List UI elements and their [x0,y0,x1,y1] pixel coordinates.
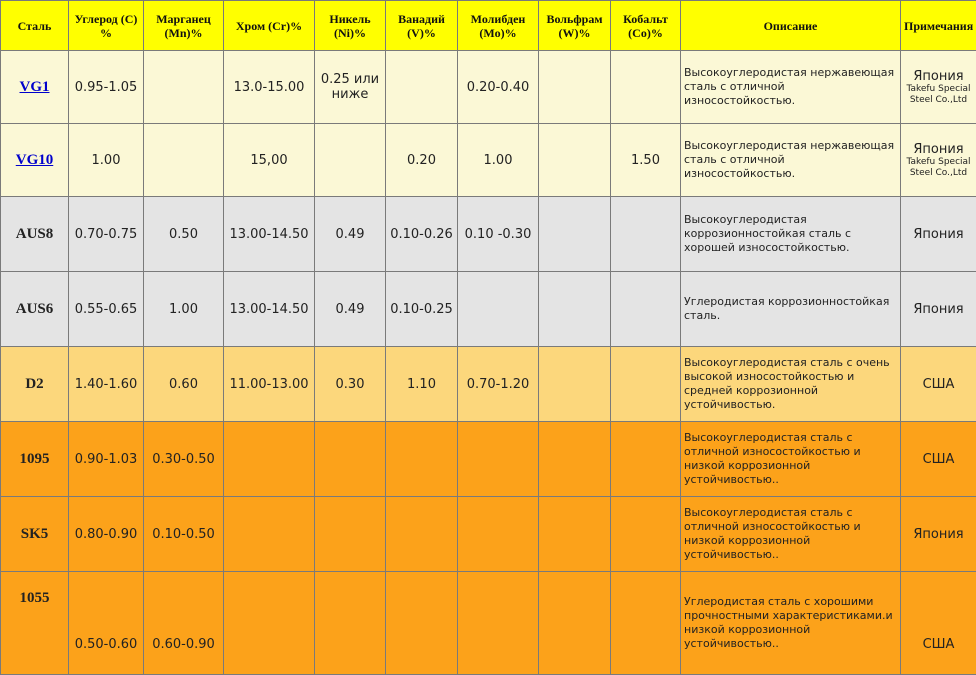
chromium-cell: 15,00 [224,124,315,197]
molybdenum-cell [458,422,539,497]
note-cell: США [901,347,976,422]
note-cell: Япония [901,272,976,347]
tungsten-cell [539,272,611,347]
chromium-cell [224,497,315,572]
vanadium-cell: 0.10-0.26 [386,197,458,272]
manganese-cell: 0.60-0.90 [144,572,224,675]
cobalt-cell [611,347,681,422]
note-country: Япония [913,142,963,157]
chromium-cell: 13.0-15.00 [224,51,315,124]
description-cell: Высокоуглеродистая нержавеющая сталь с отличной износостойкостью. [681,124,901,197]
description-cell: Высокоуглеродистая сталь с отличной износостойкостью и низкой коррозионной устойчивостью.. [681,422,901,497]
nickel-cell: 0.25 или ниже [315,51,386,124]
table-row-vg1 [1,51,976,124]
manganese-cell: 0.30-0.50 [144,422,224,497]
description-cell: Углеродистая коррозионностойкая сталь. [681,272,901,347]
header-cobalt: Кобальт (Co)% [611,1,681,51]
cobalt-cell [611,272,681,347]
nickel-cell [315,572,386,675]
steel-cell: SK5 [1,497,69,572]
note-cell: США [901,572,976,675]
nickel-cell [315,422,386,497]
steel-cell: AUS6 [1,272,69,347]
carbon-cell: 0.55-0.65 [69,272,144,347]
note-manufacturer: Takefu Special Steel Co.,Ltd [904,157,973,179]
table-row-aus8 [1,197,976,272]
manganese-cell: 0.10-0.50 [144,497,224,572]
chromium-cell [224,422,315,497]
description-cell: Углеродистая сталь с хорошими прочностными характеристиками.и низкой коррозионной устойчивостью.. [681,572,901,675]
nickel-cell: 0.30 [315,347,386,422]
manganese-cell: 1.00 [144,272,224,347]
table-row-1055 [1,572,976,675]
molybdenum-cell [458,572,539,675]
tungsten-cell [539,422,611,497]
note-country: Япония [913,69,963,84]
steel-cell: 1095 [1,422,69,497]
steel-cell: AUS8 [1,197,69,272]
header-notes: Примечания [901,1,976,51]
carbon-cell: 0.90-1.03 [69,422,144,497]
tungsten-cell [539,51,611,124]
header-row [1,1,976,51]
tungsten-cell [539,197,611,272]
description-cell: Высокоуглеродистая сталь с очень высокой износостойкостью и средней коррозионной устойчивостью. [681,347,901,422]
molybdenum-cell: 0.70-1.20 [458,347,539,422]
note-cell: Япония [901,497,976,572]
chromium-cell [224,572,315,675]
header-tungsten: Вольфрам (W)% [539,1,611,51]
tungsten-cell [539,572,611,675]
nickel-cell [315,497,386,572]
carbon-cell: 0.95-1.05 [69,51,144,124]
molybdenum-cell [458,497,539,572]
steel-link-vg1[interactable]: VG1 [20,79,50,95]
vanadium-cell: 0.20 [386,124,458,197]
vanadium-cell [386,572,458,675]
description-cell: Высокоуглеродистая нержавеющая сталь с отличной износостойкостью. [681,51,901,124]
cobalt-cell [611,197,681,272]
nickel-cell [315,124,386,197]
header-chromium: Хром (Cr)% [224,1,315,51]
manganese-cell [144,124,224,197]
molybdenum-cell: 0.20-0.40 [458,51,539,124]
table-row-aus6 [1,272,976,347]
nickel-cell: 0.49 [315,272,386,347]
nickel-cell: 0.49 [315,197,386,272]
cobalt-cell [611,422,681,497]
manganese-cell [144,51,224,124]
tungsten-cell [539,124,611,197]
header-manganese: Марганец (Mn)% [144,1,224,51]
vanadium-cell [386,422,458,497]
vanadium-cell: 1.10 [386,347,458,422]
carbon-cell: 1.40-1.60 [69,347,144,422]
table-row-sk5 [1,497,976,572]
header-molybdenum: Молибден (Mo)% [458,1,539,51]
header-description: Описание [681,1,901,51]
steel-cell [1,124,69,197]
molybdenum-cell: 0.10 -0.30 [458,197,539,272]
carbon-cell: 0.80-0.90 [69,497,144,572]
chromium-cell: 11.00-13.00 [224,347,315,422]
note-cell: Япония [901,197,976,272]
molybdenum-cell [458,272,539,347]
note-cell [901,124,976,197]
manganese-cell: 0.60 [144,347,224,422]
table-row-1095 [1,422,976,497]
header-nickel: Никель (Ni)% [315,1,386,51]
chromium-cell: 13.00-14.50 [224,197,315,272]
description-cell: Высокоуглеродистая коррозионностойкая сталь с хорошей износостойкостью. [681,197,901,272]
table-row-d2 [1,347,976,422]
header-vanadium: Ванадий (V)% [386,1,458,51]
cobalt-cell [611,51,681,124]
note-manufacturer: Takefu Special Steel Co.,Ltd [904,84,973,106]
note-cell: США [901,422,976,497]
tungsten-cell [539,497,611,572]
cobalt-cell [611,572,681,675]
steel-link-vg10[interactable]: VG10 [16,152,54,168]
steel-cell: 1055 [1,572,69,675]
vanadium-cell: 0.10-0.25 [386,272,458,347]
header-steel: Сталь [1,1,69,51]
carbon-cell: 0.50-0.60 [69,572,144,675]
note-cell [901,51,976,124]
molybdenum-cell: 1.00 [458,124,539,197]
steel-cell: D2 [1,347,69,422]
description-cell: Высокоуглеродистая сталь с отличной износостойкостью и низкой коррозионной устойчивостью.. [681,497,901,572]
vanadium-cell [386,497,458,572]
carbon-cell: 1.00 [69,124,144,197]
carbon-cell: 0.70-0.75 [69,197,144,272]
table-row-vg10 [1,124,976,197]
chromium-cell: 13.00-14.50 [224,272,315,347]
cobalt-cell [611,497,681,572]
vanadium-cell [386,51,458,124]
header-carbon: Углерод (С) % [69,1,144,51]
steel-cell [1,51,69,124]
manganese-cell: 0.50 [144,197,224,272]
tungsten-cell [539,347,611,422]
cobalt-cell: 1.50 [611,124,681,197]
